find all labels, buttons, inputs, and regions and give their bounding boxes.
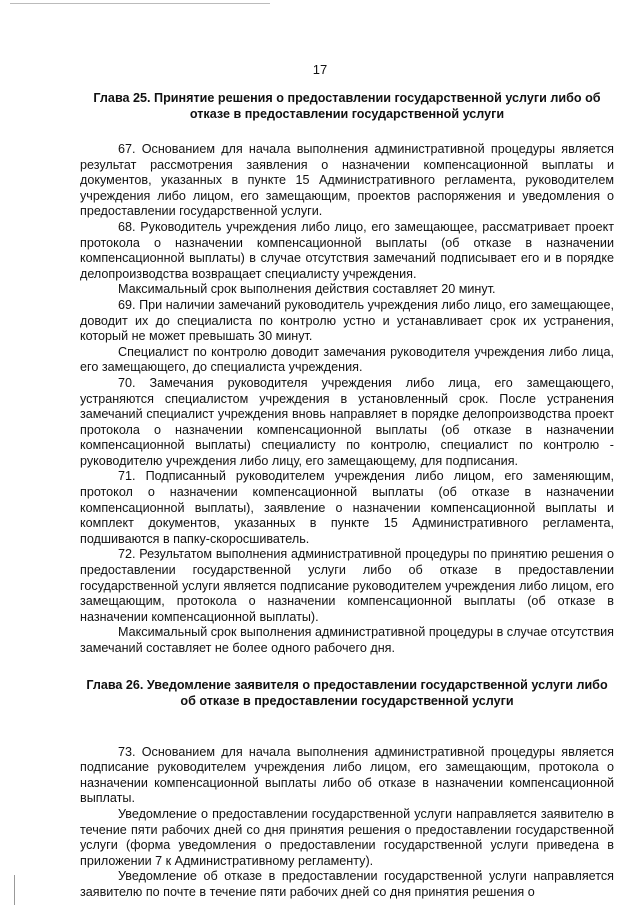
paragraph-72: 72. Результатом выполнения административной процедуры по принятию решения о предоставлении государственной услуги либо об отказе в предоставлении государственной услуги является подписание руководителем учреждения либо лицом, его замещающим, протокола о назначении компенсационной выплаты (об отказе в назначении компенсационной выплаты). — [80, 547, 614, 624]
paragraph-73: 73. Основанием для начала выполнения административной процедуры является подписание руководителем учреждения либо лицом, его замещающим, протокола о назначении компенсационной выплаты либо об отказе в назначении компенсационной выплаты. — [80, 744, 614, 806]
paragraph-69: 69. При наличии замечаний руководитель учреждения либо лицо, его замещающее, доводит их до специалиста по контролю устно и устанавливает срок их устранения, который не может превышать 30 минут. — [80, 297, 614, 344]
chapter-26-heading: Глава 26. Уведомление заявителя о предоставлении государственной услуги либо об отказе в предоставлении государственной услуги — [86, 677, 608, 708]
paragraph-72-term: Максимальный срок выполнения административной процедуры в случае отсутствия замечаний составляет не более одного рабочего дня. — [80, 625, 614, 655]
chapter-25-heading: Глава 25. Принятие решения о предоставлении государственной услуги либо об отказе в предоставлении государственной услуги — [93, 91, 601, 121]
paragraph-68-term: Максимальный срок выполнения действия составляет 20 минут. — [118, 282, 496, 297]
scan-edge-line — [10, 3, 270, 4]
paragraph-71: 71. Подписанный руководителем учреждения либо лицом, его заменяющим, протокол о назначении компенсационной выплаты (об отказе в назначении компенсационной выплаты), заявление о назначении компенсационной выплаты и комплект документов, указанных в пункте 15 Административного регламента, подшиваются в папку-скоросшиватель. — [80, 469, 614, 546]
page-number: 17 — [312, 62, 328, 77]
paragraph-67: 67. Основанием для начала выполнения административной процедуры является результат рассмотрения заявления о назначении компенсационной выплаты и документов, указанных в пункте 15 Административного регламента, руководителем учреждения либо лицом, его замещающим, проектов распоряжения и уведомления о предоставлении государственной услуги. — [80, 142, 614, 219]
scan-edge-line — [14, 875, 15, 905]
document-body — [80, 90, 614, 901]
paragraph-73-notice-refusal: Уведомление об отказе в предоставлении государственной услуги направляется заявителю по почте в течение пяти рабочих дней со дня принятия решения о — [80, 869, 614, 899]
paragraph-68: 68. Руководитель учреждения либо лицо, его замещающее, рассматривает проект протокола о назначении компенсационной выплаты (об отказе в назначении компенсационной выплаты) в случае отсутствия замечаний подписывает его и в порядке делопроизводства возвращает специалисту учреждения. — [80, 219, 614, 281]
paragraph-69-followup: Специалист по контролю доводит замечания руководителя учреждения либо лица, его замещающего, до специалиста учреждения. — [80, 344, 614, 375]
paragraph-73-notice-grant: Уведомление о предоставлении государственной услуги направляется заявителю в течение пяти рабочих дней со дня принятия решения о предоставлении государственной услуги (форма уведомления о предоставлении государственной услуги приведена в приложении 7 к Административному регламенту). — [80, 806, 614, 868]
paragraph-70: 70. Замечания руководителя учреждения либо лица, его замещающего, устраняются специалистом учреждения в установленный срок. После устранения замечаний специалист учреждения вновь направляет в порядке делопроизводства проект протокола о назначении компенсационной выплаты (об отказе в назначении компенсационной выплаты) специалисту по контролю, специалист по контролю - руководителю учреждения либо лицу, его замещающему, для подписания. — [80, 375, 614, 468]
